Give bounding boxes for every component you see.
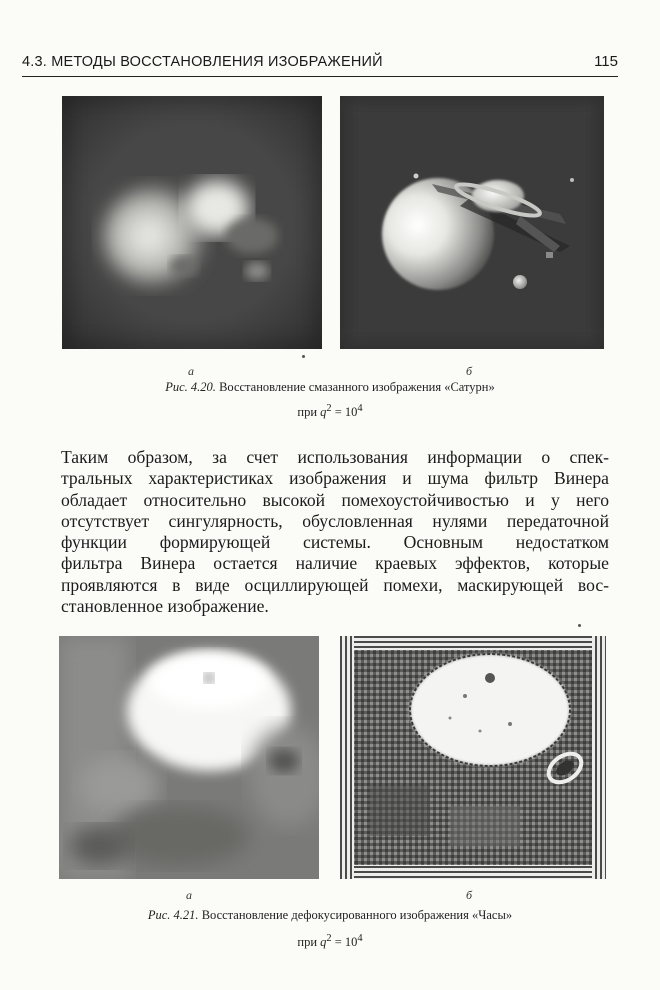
figure-20-cond-pre: при xyxy=(297,405,318,420)
figure-21-cond-eq: = 10 xyxy=(334,935,358,950)
paragraph-line: отсутствует сингулярность, обусловленная нулями передаточной xyxy=(61,510,609,531)
figure-21-cond-pre: при xyxy=(297,935,318,950)
figure-21-caption xyxy=(40,904,620,926)
figure-20a-label: а xyxy=(188,364,194,378)
figure-20-cond-q-exp: 2 xyxy=(326,403,332,414)
paragraph-line: функции формирующей системы. Основным недостатком xyxy=(61,532,609,553)
figure-20-caption xyxy=(40,376,620,398)
figure-20a-image xyxy=(62,96,322,349)
figure-20-cond-q: q xyxy=(320,405,327,420)
figure-20-cond-val-exp: 4 xyxy=(357,403,363,414)
figure-20-caption-num: Рис. 4.20. xyxy=(165,380,216,394)
figure-20b-image xyxy=(340,96,604,349)
paragraph-line: фильтра Винера остается наличие краевых эффектов, которые xyxy=(61,553,609,574)
figure-21-cond-val-exp: 4 xyxy=(357,933,363,944)
figure-21-condition xyxy=(40,928,620,953)
speck xyxy=(302,355,305,358)
paragraph-line: Таким образом, за счет использования информации о спек- xyxy=(61,447,609,467)
figure-20-condition xyxy=(40,398,620,423)
paragraph-line: обладает относительно высокой помехоустойчивостью и у него xyxy=(61,489,609,510)
speck xyxy=(578,624,581,627)
figure-21a-image xyxy=(59,636,319,879)
figure-21-cond-q: q xyxy=(320,935,327,950)
paragraph-line: становленное изображение. xyxy=(61,596,269,617)
figure-20-caption-text: Восстановление смазанного изображения «Сатурн» xyxy=(219,380,495,394)
page-number: 115 xyxy=(594,53,618,70)
figure-21-caption-num: Рис. 4.21. xyxy=(147,908,199,922)
figure-21-caption-text: Восстановление дефокусированного изображения «Часы» xyxy=(201,908,513,922)
paragraph-line: тральных характеристиках изображения и шума фильтр Винера xyxy=(61,468,609,489)
body-paragraph xyxy=(61,447,609,617)
section-title: 4.3. МЕТОДЫ ВОССТАНОВЛЕНИЯ ИЗОБРАЖЕНИЙ xyxy=(22,54,383,70)
running-head xyxy=(22,52,618,77)
figure-21b-label: б xyxy=(466,888,473,902)
figure-20-cond-eq: = 10 xyxy=(334,405,358,420)
figure-21a-label: а xyxy=(186,888,192,902)
figure-21b-image xyxy=(340,636,606,879)
figure-20b-label: б xyxy=(466,364,473,378)
paragraph-line: проявляются в виде осциллирующей помехи, маскирующей вос- xyxy=(61,574,609,595)
figure-21-cond-q-exp: 2 xyxy=(326,933,332,944)
